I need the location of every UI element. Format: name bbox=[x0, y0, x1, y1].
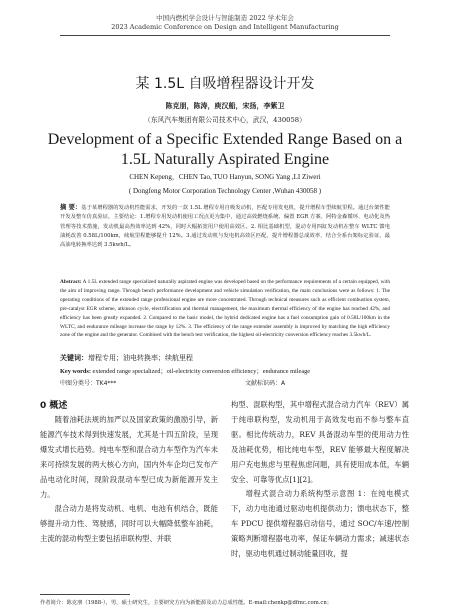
en-affiliation: ( Dongfeng Motor Corporation Technology Center ,Wuhan 430058 ) bbox=[128, 187, 322, 195]
header-rule bbox=[60, 35, 390, 36]
en-keywords-text: extended range specialized；oil-electricity conversion efficiency；endurance mileage bbox=[92, 368, 311, 375]
section-heading: 0 概述 bbox=[40, 401, 68, 411]
en-keywords-label: Key words: bbox=[60, 368, 91, 375]
running-header bbox=[0, 14, 450, 32]
cn-keywords bbox=[60, 353, 390, 363]
right-paragraph-1: 构型、混联构型，其中增程式混合动力汽车（REV）属于纯串联构型，发动机用于高效发电而不参与整车直驱。相比传统动力，REV 具备混动车型的使用动力性及油耗优势，相比纯电车型，REV 能够最大程度解决用户充电焦虑与里程焦虑问题，具有使用成本低，车辆安全、可靠等优点[1][2]。 bbox=[231, 400, 409, 484]
en-title: Development of a Specific Extended Range Based on a 1.5L Naturally Aspirated Engine bbox=[47, 131, 403, 168]
footnote-rule bbox=[40, 594, 130, 595]
en-authors: CHEN Kepeng，CHEN Tao, TUO Hanyun, SONG Yang ,LI Ziweri bbox=[129, 173, 321, 181]
left-column bbox=[40, 413, 218, 547]
cn-title: 某 1.5L 自吸增程器设计开发 bbox=[135, 76, 315, 92]
author-footnote: 作者简介：陈克朋（1988-），男，硕士研究生，主要研究方向为新能源及动力总成性能。E-mail:chenkp@dfmc.com.cn； bbox=[40, 600, 333, 606]
left-paragraph-2: 混合动力是将发动机、电机、电池有机结合，既能够提升动力性、驾驶感，同时可以大幅降低整车油耗，主流的混动构型主要包括串联构型、并联 bbox=[40, 504, 218, 544]
cn-keywords-text: 增程专用；油电转换率；续航里程 bbox=[88, 354, 193, 362]
cn-affiliation: （东风汽车集团有限公司技术中心，武汉，430058） bbox=[144, 116, 306, 124]
doc-value: A bbox=[281, 380, 286, 387]
classification-row bbox=[60, 378, 390, 387]
cn-abstract-text: 基于某增程器的发动机性能需求，开发的一款 1.5L 增程专用自吸发动机，匹配专用发电机，提升增程车型续航里程。通过台架性能开发及整车仿真验证，主要结论：1.增程专用发动机使用工况点更为集中，通过高效燃烧系统、偏置 EGR 方案、阿特金森循环、电动化及热管理等技术措施，发动机最高热效率达到 42%，同时大幅拓宽用户使用高效区。2. 相比基础机型，混动专用四缸发动机在整车 WLTC 馈电油耗改善 0.58L/100km，续航里程能够提升 12%。3.通过发动机与发电机高效区匹配，提升增程器总成效率，结合全系台架标定验证，最高油电转换率达到 3.5kwh/L。 bbox=[60, 205, 390, 249]
right-column bbox=[231, 398, 409, 562]
left-paragraph-1: 随着油耗法规的加严以及国家政策的激励引导，新能源汽车技术得到快速发展，尤其是十四五阶段，呈现爆发式增长趋势。纯电车型和混合动力车型作为汽车未来可持续发展的两大核心方向，国内外车企均已发布产品电动化时间，现阶段混动车型已成为新能源开发主力。 bbox=[40, 415, 218, 499]
right-paragraph-2: 增程式混合动力系统构型示意图 1：在纯电模式下，动力电池通过驱动电机提供动力；馈电状态下，整车 PDCU 提供增程器启动信号，通过 SOC/车速/控制策略判断增程器电功率，保证车辆动力需求；减速状态时，驱动电机通过制动能量回收，提 bbox=[231, 489, 409, 559]
cn-authors: 陈克朋，陈涛，庾汉船，宋扬，李紫卫 bbox=[165, 102, 285, 110]
clc-label: 中图分类号： bbox=[60, 380, 97, 387]
doc-label: 文献标识码： bbox=[245, 380, 282, 387]
clc-value: TK4*** bbox=[96, 380, 117, 387]
doc-code bbox=[245, 378, 285, 387]
header-line-cn: 中国内燃机学会设计与智能制造 2022 学术年会 bbox=[156, 14, 294, 22]
cn-abstract bbox=[60, 203, 390, 250]
cn-keywords-label: 关键词： bbox=[60, 354, 88, 362]
en-abstract-text: A 1.5L extended range specialized naturally aspirated engine was developed based on the performance requirements of a certain equipped, with the aim of improving range. Through bench performance development and vehicle simulation verification, the main conclusions were as follows: 1. The operating conditions of the extended range professional engine are more concentrated. Through technical measures such as efficient combustion system, pre-catalyst EGR scheme, atkinson cycle, electrification and thermal management, the maximum thermal efficiency of the engine has reached 42%, and efficiency has been greatly expanded. 2. Compared to the basic model, the hybrid dedicated engine has a fuel consumption gain of 0.58L/100km in the WLTC, and endurance mileage increase the range by 12%. 3. The efficiency of the range extender assembly is improved by matching the high efficiency zone of the engine and the generator. Combined with the bench test verification, the highest oil-electricity conversion efficiency reaches 3.5kwh/L. bbox=[60, 279, 390, 339]
en-abstract-label: Abstract: bbox=[60, 279, 82, 285]
en-abstract bbox=[60, 278, 390, 340]
cn-abstract-label: 摘 要： bbox=[60, 204, 82, 211]
header-line-en: 2023 Academic Conference on Design and Intelligent Manufacturing bbox=[111, 23, 339, 31]
en-keywords bbox=[60, 366, 390, 375]
